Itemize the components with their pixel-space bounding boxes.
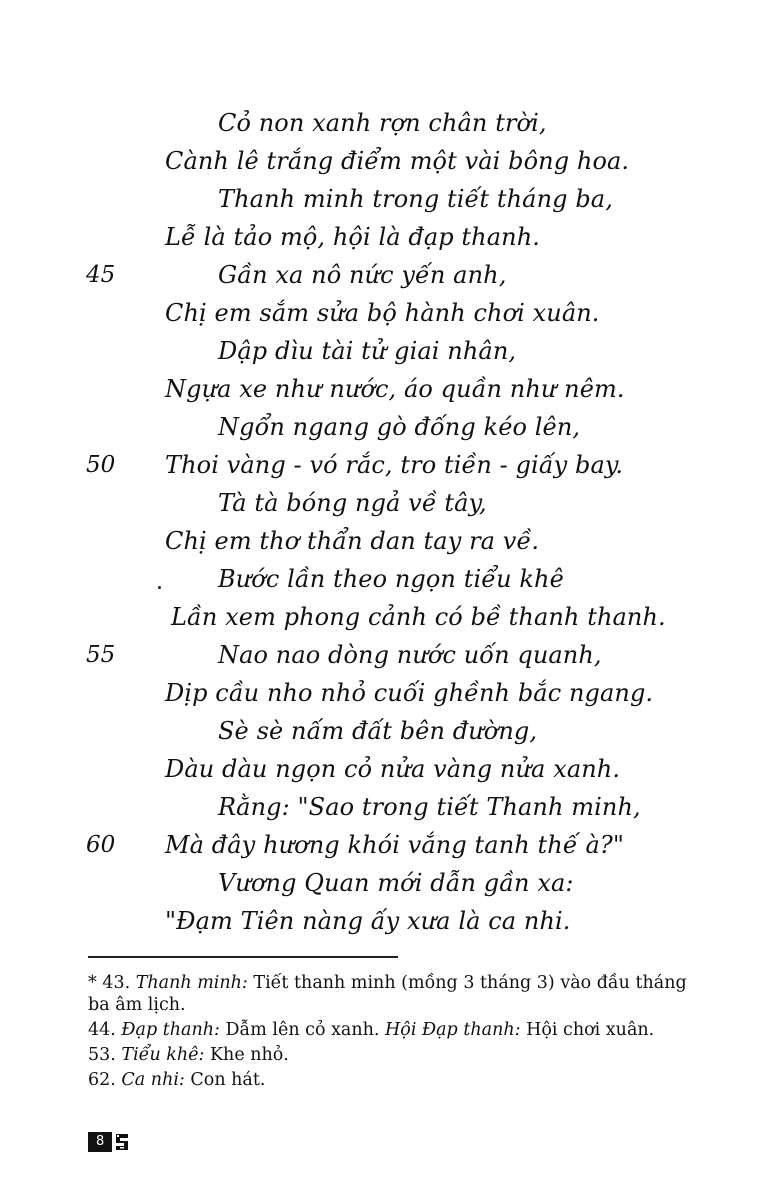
footnote-term: Đạp thanh: [121, 1020, 220, 1040]
poem-line: Sè sè nấm đất bên đường, [218, 717, 538, 745]
line-number: 45 [86, 262, 116, 288]
page-footer [88, 1132, 130, 1152]
footnote-term: Tiểu khê: [121, 1045, 205, 1065]
poem-line: Gần xa nô nức yến anh, [218, 261, 507, 289]
poem-line: Thanh minh trong tiết tháng ba, [218, 185, 613, 213]
footnote-43 [88, 972, 698, 1016]
footnote-term: Hội Đạp thanh: [385, 1020, 521, 1040]
poem-line: Cành lê trắng điểm một vài bông hoa. [165, 147, 630, 175]
footnote-44 [88, 1019, 698, 1041]
poem-line: Ngổn ngang gò đống kéo lên, [218, 413, 581, 441]
footnotes [88, 972, 698, 1094]
page-number: 8 [88, 1132, 112, 1152]
footnote-number: 44. [88, 1020, 122, 1040]
footnote-text: Con hát. [184, 1070, 266, 1090]
footnote-divider [88, 956, 398, 958]
footnote-text: Khe nhỏ. [204, 1045, 289, 1065]
line-number: 60 [86, 832, 116, 858]
poem-line: Bước lần theo ngọn tiểu khê [218, 565, 564, 593]
poem-line: Tà tà bóng ngả về tây, [218, 489, 487, 517]
poem-line: Chị em sắm sửa bộ hành chơi xuân. [165, 299, 600, 327]
poem-line: Mà đây hương khói vắng tanh thế à?" [165, 831, 624, 859]
poem-line: Vương Quan mới dẫn gần xa: [218, 869, 574, 897]
footnote-term: Thanh minh: [135, 973, 248, 993]
ornament-icon [114, 1132, 130, 1152]
footnote-number: 62. [88, 1070, 122, 1090]
footnote-number: * 43. [88, 973, 136, 993]
line-number: 55 [86, 642, 116, 668]
poem-line: Dập dìu tài tử giai nhân, [218, 337, 517, 365]
footnote-53 [88, 1044, 698, 1066]
poem-line: Thoi vàng - vó rắc, tro tiền - giấy bay. [165, 451, 624, 479]
poem-line: Lễ là tảo mộ, hội là đạp thanh. [165, 223, 540, 251]
poem-line: Dịp cầu nho nhỏ cuối ghềnh bắc ngang. [165, 679, 654, 707]
poem-line: Lần xem phong cảnh có bề thanh thanh. [171, 603, 666, 631]
line-number: 50 [86, 452, 116, 478]
poem-line: Ngựa xe như nước, áo quần như nêm. [165, 375, 625, 403]
footnote-text: Hội chơi xuân. [520, 1020, 655, 1040]
poem-line: Dàu dàu ngọn cỏ nửa vàng nửa xanh. [165, 755, 621, 783]
poem-line: Nao nao dòng nước uốn quanh, [218, 641, 602, 669]
footnote-text: Tiết thanh minh (mồng 3 tháng 3) vào đầu tháng ba âm lịch. [88, 973, 687, 1015]
footnote-62 [88, 1069, 698, 1091]
footnote-term: Ca nhi: [121, 1070, 185, 1090]
stray-mark [158, 586, 161, 589]
footnote-text: Dẫm lên cỏ xanh. [219, 1020, 386, 1040]
poem-line: Cỏ non xanh rợn chân trời, [218, 109, 547, 137]
poem-line: Rằng: "Sao trong tiết Thanh minh, [218, 793, 641, 821]
footnote-number: 53. [88, 1045, 122, 1065]
poem-line: Chị em thơ thẩn dan tay ra về. [165, 527, 540, 555]
poem-line: "Đạm Tiên nàng ấy xưa là ca nhi. [165, 907, 571, 935]
